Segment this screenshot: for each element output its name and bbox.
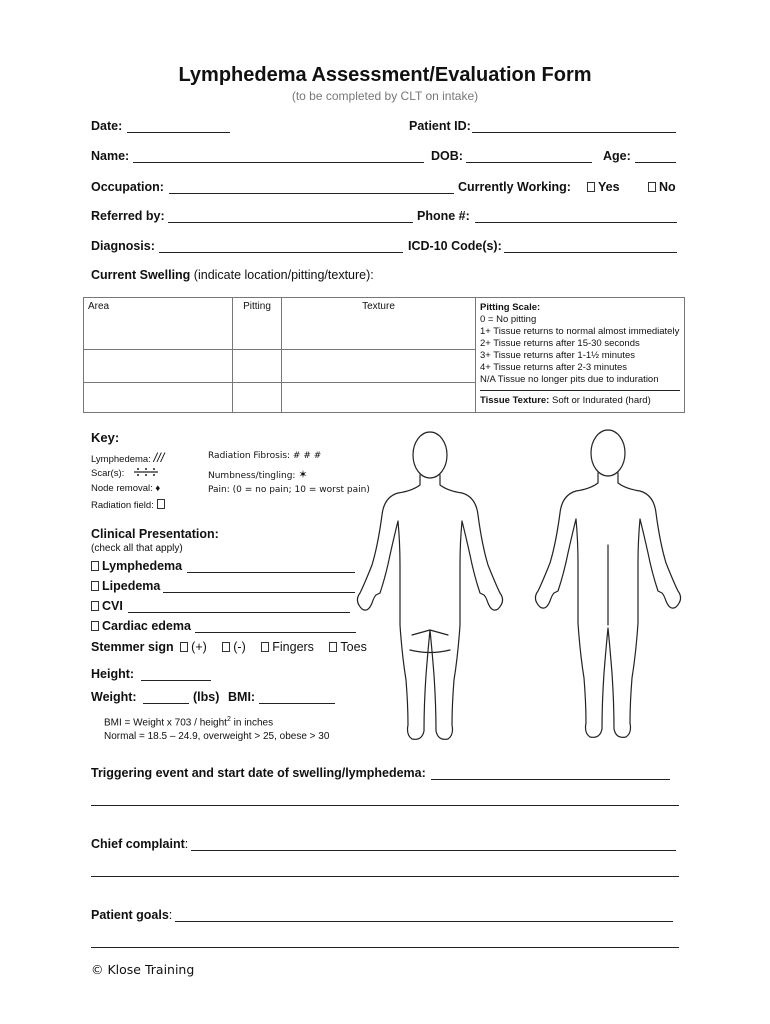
key-node-label: Node removal: bbox=[91, 483, 153, 494]
pitting-header: Pitting bbox=[233, 298, 282, 350]
clinical-cardiac-field[interactable] bbox=[195, 632, 356, 633]
stemmer-negative-option[interactable] bbox=[222, 640, 246, 654]
current-swelling-note: (indicate location/pitting/texture): bbox=[190, 268, 374, 282]
patient-goals-row: Patient goals: bbox=[91, 908, 173, 922]
checkbox-icon[interactable] bbox=[91, 581, 99, 591]
footer-copyright: © Klose Training bbox=[91, 962, 195, 977]
stemmer-negative-label: (-) bbox=[233, 640, 246, 654]
patient-goals-field-line2[interactable] bbox=[91, 947, 679, 948]
working-yes-option[interactable] bbox=[587, 180, 620, 194]
triggering-field-line2[interactable] bbox=[91, 805, 679, 806]
checkbox-icon[interactable] bbox=[91, 621, 99, 631]
texture-cell[interactable] bbox=[282, 383, 476, 413]
swelling-table bbox=[83, 297, 685, 413]
key-numbness-label: Numbness/tingling: bbox=[208, 471, 296, 481]
texture-header: Texture bbox=[282, 298, 476, 350]
pitting-scale-title: Pitting Scale: bbox=[480, 302, 541, 313]
key-lymphedema-label: Lymphedema: bbox=[91, 454, 151, 465]
working-yes-label: Yes bbox=[598, 180, 620, 194]
age-field[interactable] bbox=[635, 162, 676, 163]
clinical-lymphedema-label: Lymphedema bbox=[102, 559, 183, 573]
diamond-icon: ♦ bbox=[155, 483, 161, 494]
date-label: Date: bbox=[91, 119, 123, 133]
checkbox-icon[interactable] bbox=[180, 642, 188, 652]
patient-goals-field[interactable] bbox=[175, 921, 673, 922]
star-icon: ✶ bbox=[298, 468, 308, 481]
key-radiation-field bbox=[91, 499, 168, 511]
key-pain: Pain: (0 = no pain; 10 = worst pain) bbox=[208, 485, 370, 495]
key-title: Key: bbox=[91, 430, 120, 445]
pitting-scale-item: 3+ Tissue returns after 1-1½ minutes bbox=[480, 350, 635, 361]
tissue-texture-line bbox=[480, 390, 680, 409]
triggering-label: Triggering event and start date of swelling/lymphedema: bbox=[91, 766, 426, 780]
stemmer-fingers-option[interactable] bbox=[261, 640, 314, 654]
bmi-formula-end: in inches bbox=[230, 717, 274, 729]
pitting-cell[interactable] bbox=[233, 350, 282, 383]
area-cell[interactable] bbox=[84, 350, 233, 383]
checkbox-icon[interactable] bbox=[261, 642, 269, 652]
chief-complaint-row: Chief complaint: bbox=[91, 837, 189, 851]
chief-complaint-field[interactable] bbox=[191, 850, 676, 851]
bmi-formula bbox=[104, 716, 273, 728]
dob-label: DOB: bbox=[431, 149, 463, 163]
clinical-lipedema-option[interactable] bbox=[91, 579, 160, 593]
clinical-cvi-field[interactable] bbox=[128, 612, 350, 613]
key-node-removal bbox=[91, 483, 160, 494]
pitting-scale-item: 4+ Tissue returns after 2-3 minutes bbox=[480, 362, 628, 373]
occupation-field[interactable] bbox=[169, 193, 454, 194]
bmi-formula-sup: 2 bbox=[226, 716, 231, 723]
icd10-field[interactable] bbox=[504, 252, 677, 253]
bmi-ranges: Normal = 18.5 – 24.9, overweight > 25, obese > 30 bbox=[104, 731, 330, 742]
patient-id-label: Patient ID: bbox=[409, 119, 471, 133]
current-swelling-bold: Current Swelling bbox=[91, 268, 191, 282]
checkbox-icon[interactable] bbox=[329, 642, 337, 652]
weight-label: Weight: bbox=[91, 690, 137, 704]
pitting-scale-item: 0 = No pitting bbox=[480, 314, 537, 325]
back-body-figure[interactable] bbox=[535, 430, 680, 737]
clinical-cardiac-label: Cardiac edema bbox=[102, 619, 191, 633]
form-title: Lymphedema Assessment/Evaluation Form bbox=[178, 64, 592, 86]
referred-by-field[interactable] bbox=[168, 222, 413, 223]
checkbox-icon[interactable] bbox=[222, 642, 230, 652]
clinical-note: (check all that apply) bbox=[91, 543, 183, 554]
icd10-label: ICD-10 Code(s): bbox=[408, 239, 502, 253]
pitting-scale-cell bbox=[476, 298, 685, 413]
diagnosis-field[interactable] bbox=[159, 252, 403, 253]
name-label: Name: bbox=[91, 149, 130, 163]
pitting-scale-item: 2+ Tissue returns after 15-30 seconds bbox=[480, 338, 640, 349]
front-body-figure[interactable] bbox=[357, 432, 502, 739]
patient-goals-label: Patient goals bbox=[91, 908, 169, 922]
key-lymphedema bbox=[91, 450, 164, 465]
clinical-lipedema-label: Lipedema bbox=[102, 579, 161, 593]
lbs-label: (lbs) bbox=[193, 690, 220, 704]
key-scars bbox=[91, 467, 159, 479]
height-field[interactable] bbox=[141, 680, 211, 681]
checkbox-icon[interactable] bbox=[91, 601, 99, 611]
weight-field[interactable] bbox=[143, 703, 189, 704]
bmi-formula-text: BMI = Weight x 703 / height bbox=[104, 717, 227, 729]
clinical-lipedema-field[interactable] bbox=[163, 592, 355, 593]
body-diagram[interactable] bbox=[350, 425, 690, 755]
key-scars-label: Scar(s): bbox=[91, 468, 125, 479]
stemmer-row bbox=[91, 640, 367, 654]
chief-complaint-field-line2[interactable] bbox=[91, 876, 679, 877]
phone-label: Phone #: bbox=[417, 209, 470, 223]
pitting-scale-item: 1+ Tissue returns to normal almost immediately bbox=[480, 326, 680, 337]
date-field[interactable] bbox=[127, 132, 230, 133]
form-subtitle: (to be completed by CLT on intake) bbox=[291, 89, 479, 103]
texture-cell[interactable] bbox=[282, 350, 476, 383]
diagnosis-label: Diagnosis: bbox=[91, 239, 155, 253]
current-swelling-heading bbox=[91, 268, 374, 282]
checkbox-icon[interactable] bbox=[587, 182, 595, 192]
clinical-title: Clinical Presentation: bbox=[91, 527, 219, 541]
pitting-cell[interactable] bbox=[233, 383, 282, 413]
phone-field[interactable] bbox=[475, 222, 677, 223]
key-numbness bbox=[208, 468, 308, 481]
pitting-scale bbox=[480, 302, 680, 386]
clinical-cardiac-option[interactable] bbox=[91, 619, 191, 633]
currently-working-label: Currently Working: bbox=[458, 180, 571, 194]
referred-by-label: Referred by: bbox=[91, 209, 165, 223]
hatch-symbol: /// bbox=[153, 450, 165, 465]
age-label: Age: bbox=[603, 149, 631, 163]
pitting-scale-item: N/A Tissue no longer pits due to induration bbox=[480, 374, 659, 385]
clinical-cvi-label: CVI bbox=[102, 599, 123, 613]
clinical-cvi-option[interactable] bbox=[91, 599, 123, 613]
clinical-lymphedema-field[interactable] bbox=[187, 572, 355, 573]
area-cell[interactable] bbox=[84, 383, 233, 413]
bmi-field[interactable] bbox=[259, 703, 335, 704]
checkbox-icon[interactable] bbox=[648, 182, 656, 192]
stemmer-label: Stemmer sign bbox=[91, 640, 174, 654]
area-header: Area bbox=[84, 298, 233, 350]
height-label: Height: bbox=[91, 667, 135, 681]
box-symbol-icon bbox=[157, 499, 165, 509]
stemmer-toes-label: Toes bbox=[340, 640, 367, 654]
name-field[interactable] bbox=[133, 162, 424, 163]
key-radiation-fibrosis: Radiation Fibrosis: # # # bbox=[208, 451, 322, 461]
stemmer-fingers-label: Fingers bbox=[272, 640, 314, 654]
checkbox-icon[interactable] bbox=[91, 561, 99, 571]
stemmer-positive-label: (+) bbox=[191, 640, 207, 654]
patient-id-field[interactable] bbox=[472, 132, 676, 133]
tissue-texture-value: Soft or Indurated (hard) bbox=[551, 395, 651, 406]
dob-field[interactable] bbox=[466, 162, 592, 163]
occupation-label: Occupation: bbox=[91, 180, 164, 194]
working-no-option[interactable] bbox=[648, 180, 676, 194]
triggering-field[interactable] bbox=[431, 779, 670, 780]
tissue-texture-label: Tissue Texture: bbox=[480, 395, 550, 406]
clinical-lymphedema-option[interactable] bbox=[91, 559, 182, 573]
stemmer-positive-option[interactable] bbox=[180, 640, 207, 654]
bmi-label: BMI: bbox=[228, 690, 256, 704]
scar-symbol-icon bbox=[133, 467, 159, 477]
key-radiation-label: Radiation field: bbox=[91, 500, 154, 511]
working-no-label: No bbox=[659, 180, 676, 194]
chief-complaint-label: Chief complaint bbox=[91, 837, 185, 851]
